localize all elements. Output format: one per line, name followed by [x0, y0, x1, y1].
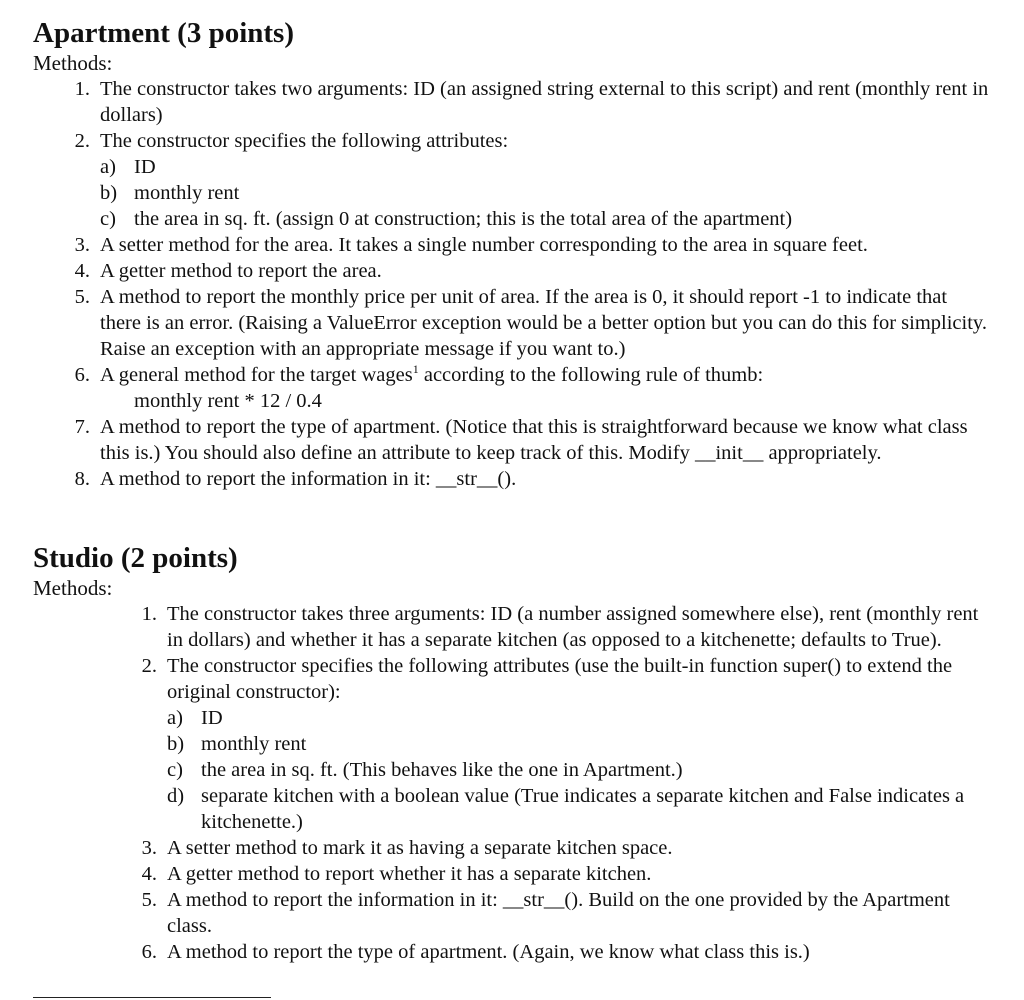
- list-item: [74, 284, 992, 362]
- item-text-after: according to the following rule of thumb:: [418, 364, 764, 386]
- item-text: The constructor specifies the following attributes (use the built-in function super() to extend the original constructor):: [167, 655, 953, 703]
- sub-item-text: ID: [134, 156, 156, 178]
- item-number: 4.: [74, 260, 90, 282]
- list-item: [74, 414, 992, 466]
- sub-item-text: the area in sq. ft. (This behaves like the one in Apartment.): [201, 759, 683, 781]
- apartment-methods-label: Methods:: [33, 51, 113, 75]
- sub-item-text: the area in sq. ft. (assign 0 at construction; this is the total area of the apartment): [134, 208, 793, 230]
- sub-item-text: monthly rent: [134, 182, 240, 204]
- sub-item-marker: a): [100, 156, 116, 178]
- sub-item-text: monthly rent: [201, 733, 307, 755]
- wage-formula: monthly rent * 12 / 0.4: [134, 390, 322, 412]
- item-text: A method to report the monthly price per unit of area. If the area is 0, it should report -1 to indicate that there is an error. (Raising a ValueError exception would be a better option but you can do this for simplicity. Raise an exception with an appropriate message if you want to.): [100, 286, 987, 360]
- list-item: [74, 466, 992, 492]
- sub-item: [167, 705, 992, 731]
- item-text: A method to report the information in it: __str__(). Build on the one provided by the Apartment class.: [167, 889, 950, 937]
- list-item: [141, 861, 992, 887]
- list-item: [74, 362, 992, 414]
- list-item: [141, 653, 992, 835]
- apartment-heading: Apartment (3 points): [33, 17, 294, 49]
- list-item: [74, 258, 992, 284]
- sub-item: [167, 783, 992, 835]
- item-text: The constructor specifies the following attributes:: [100, 130, 509, 152]
- apartment-method-list: [74, 76, 992, 492]
- attribute-sublist: [100, 154, 992, 232]
- sub-item-marker: d): [167, 785, 185, 807]
- item-number: 6.: [141, 941, 157, 963]
- item-number: 1.: [141, 603, 157, 625]
- item-number: 5.: [74, 286, 90, 308]
- item-number: 1.: [74, 78, 90, 100]
- sub-item: [167, 731, 992, 757]
- studio-methods-label: Methods:: [33, 576, 113, 600]
- sub-item: [100, 154, 992, 180]
- item-number: 2.: [141, 655, 157, 677]
- list-item: [74, 128, 992, 232]
- studio-heading: Studio (2 points): [33, 542, 238, 574]
- item-number: 2.: [74, 130, 90, 152]
- item-text: A getter method to report whether it has a separate kitchen.: [167, 863, 652, 885]
- list-item: [141, 835, 992, 861]
- footnote-reference: 1: [412, 362, 419, 376]
- attribute-sublist: [167, 705, 992, 835]
- item-text: A setter method for the area. It takes a single number corresponding to the area in square feet.: [100, 234, 868, 256]
- footnote-separator: [33, 997, 271, 998]
- item-number: 4.: [141, 863, 157, 885]
- studio-method-list: [141, 601, 992, 965]
- item-number: 6.: [74, 364, 90, 386]
- sub-item: [167, 757, 992, 783]
- item-text: A method to report the type of apartment. (Again, we know what class this is.): [167, 941, 810, 963]
- item-text-before: A general method for the target wages: [100, 364, 413, 386]
- item-text: A getter method to report the area.: [100, 260, 382, 282]
- list-item: [74, 76, 992, 128]
- list-item: [141, 939, 992, 965]
- list-item: [74, 232, 992, 258]
- sub-item: [100, 206, 992, 232]
- sub-item-marker: c): [100, 208, 116, 230]
- item-text: A method to report the information in it: __str__().: [100, 468, 517, 490]
- sub-item-text: ID: [201, 707, 223, 729]
- item-number: 3.: [74, 234, 90, 256]
- item-number: 8.: [74, 468, 90, 490]
- sub-item: [100, 180, 992, 206]
- item-text: A setter method to mark it as having a separate kitchen space.: [167, 837, 673, 859]
- sub-item-marker: b): [100, 182, 118, 204]
- sub-item-text: separate kitchen with a boolean value (True indicates a separate kitchen and False indicates a kitchenette.): [201, 785, 965, 833]
- item-text: The constructor takes three arguments: ID (a number assigned somewhere else), rent (monthly rent in dollars) and whether it has a separate kitchen (as opposed to a kitchenette; defaults to True).: [167, 603, 979, 651]
- sub-item-marker: b): [167, 733, 185, 755]
- list-item: [141, 601, 992, 653]
- item-text: The constructor takes two arguments: ID (an assigned string external to this script) and rent (monthly rent in dollars): [100, 78, 989, 126]
- sub-item-marker: c): [167, 759, 183, 781]
- list-item: [141, 887, 992, 939]
- item-number: 3.: [141, 837, 157, 859]
- item-number: 5.: [141, 889, 157, 911]
- item-text: A method to report the type of apartment. (Notice that this is straightforward because we know what class this is.) You should also define an attribute to keep track of this. Modify __init__ appropriately.: [100, 416, 968, 464]
- item-number: 7.: [74, 416, 90, 438]
- sub-item-marker: a): [167, 707, 183, 729]
